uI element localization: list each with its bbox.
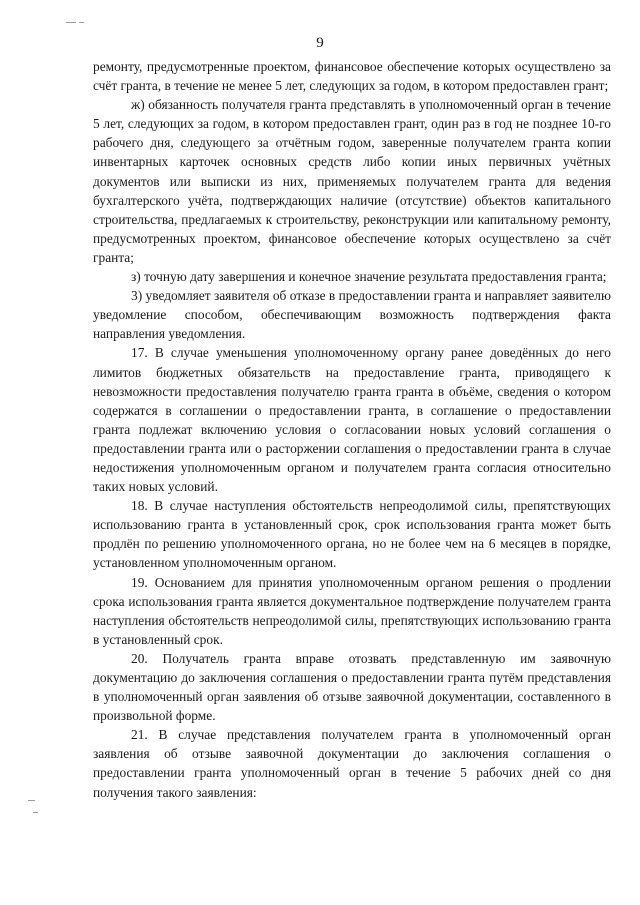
paragraph-item-z: з) точную дату завершения и конечное значение результата предоставления гранта; — [131, 269, 607, 285]
document-body — [93, 57, 611, 802]
paragraph-item-3: 3) уведомляет заявителя об отказе в предоставлении гранта и направляет заявителю уведомление способом, обеспечивающим возможность подтверждения факта направления уведомления. — [93, 288, 611, 342]
paragraph-clause-19: 19. Основанием для принятия уполномоченным органом решения о продлении срока использования гранта является документальное подтверждение получателем гранта наступления обстоятельств непреодолимой силы, препятствующих использованию гранта в установленный срок. — [93, 574, 611, 647]
paragraph-clause-20: 20. Получатель гранта вправе отозвать представленную им заявочную документацию до заключения соглашения о предоставлении гранта путём представления в уполномоченный орган заявления об отзыве заявочной документации, составленного в произвольной форме. — [93, 650, 611, 724]
paragraph-clause-18: 18. В случае наступления обстоятельств непреодолимой силы, препятствующих использованию гранта в установленный срок, срок использования гранта может быть продлён по решению уполномоченного органа, но не более чем на 6 месяцев в порядке, установленном уполномоченным органом. — [93, 498, 611, 571]
page-number: 9 — [316, 35, 324, 51]
paragraph-continuation: ремонту, предусмотренные проектом, финансовое обеспечение которых осуществлено за счёт гранта, в течение не менее 5 лет, следующих за годом, в котором предоставлен грант; — [93, 59, 611, 94]
paragraph-clause-17: 17. В случае уменьшения уполномоченному органу ранее доведённых до него лимитов бюджетных обязательств на предоставление гранта, приводящего к невозможности предоставления получателю гранта гранта в объёме, сведения о котором содержатся в соглашении о предоставлении гранта, в соглашение о предоставлении гранта подлежат включению условия о согласовании новых условий соглашения о предоставлении гранта или о расторжении соглашения о предоставлении гранта в случае недостижения уполномоченным органом и получателем гранта согласия относительно таких новых условий. — [93, 345, 611, 495]
scan-artifact-mark — [33, 812, 38, 813]
scan-artifact-mark — [79, 22, 84, 23]
scan-artifact-mark — [28, 800, 35, 801]
scan-artifact-mark — [66, 22, 76, 23]
paragraph-clause-21: 21. В случае представления получателем гранта в уполномоченный орган заявления об отзыве заявочной документации до заключения соглашения о предоставлении гранта уполномоченный орган в течение 5 рабочих дней со дня получения такого заявления: — [93, 727, 611, 800]
paragraph-item-zh: ж) обязанность получателя гранта представлять в уполномоченный орган в течение 5 лет, следующих за годом, в котором предоставлен грант, один раз в год не позднее 10-го рабочего дня, следующего за отчётным годом, заверенные получателем гранта копии инвентарных карточек основных средств либо копии иных первичных учётных документов или выписки из них, применяемых получателем гранта для ведения бухгалтерского учёта, подтверждающих наличие (отсутствие) объектов капитального строительства, предлагаемых к строительству, реконструкции или капитальному ремонту, предусмотренных проектом, финансовое обеспечение которых осуществлено за счёт гранта; — [93, 97, 611, 265]
